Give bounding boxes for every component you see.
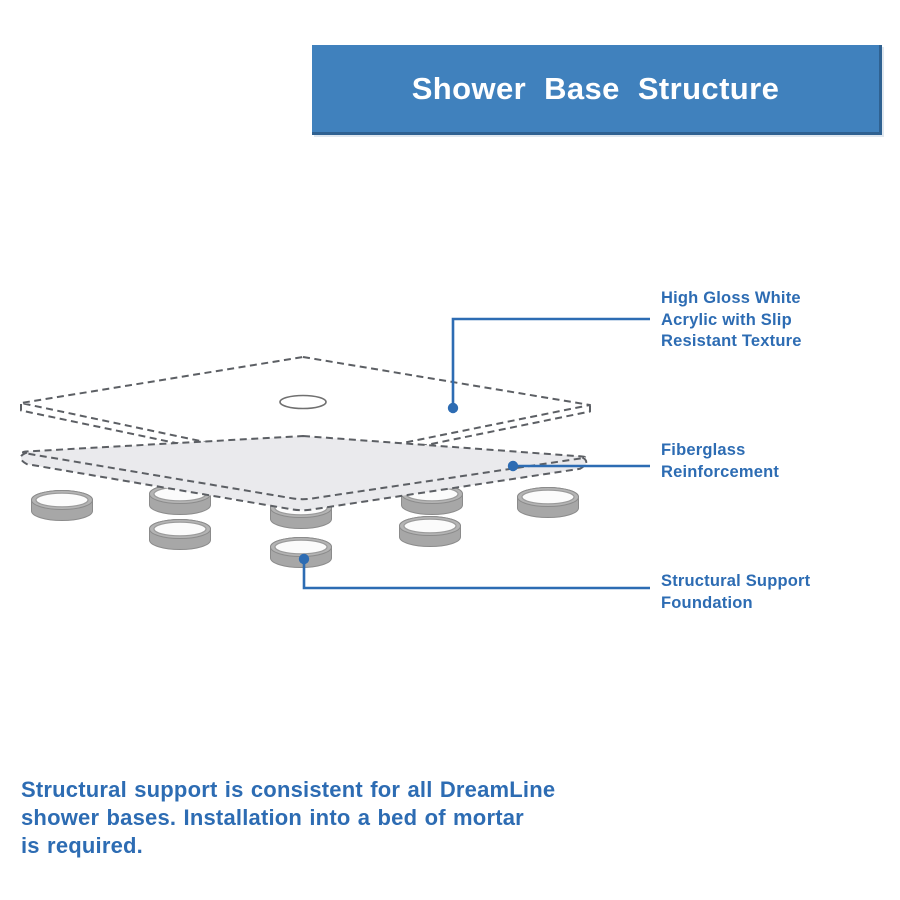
support-ring: [32, 491, 93, 521]
shower-base-diagram: [0, 280, 660, 620]
leader-foundation: [299, 554, 650, 588]
footer-line: Structural support is consistent for all DreamLine: [21, 777, 556, 802]
footer-line: is required.: [21, 833, 143, 858]
label-line: Foundation: [661, 593, 753, 612]
label-line: Fiberglass: [661, 441, 746, 459]
support-ring: [150, 520, 211, 550]
label-line: Structural Support: [661, 572, 811, 590]
title-banner: [312, 45, 882, 135]
footer-line: shower bases. Installation into a bed of mortar: [21, 805, 524, 830]
label-acrylic: [661, 288, 802, 353]
support-ring: [518, 488, 579, 518]
leader-dot-foundation: [299, 554, 309, 564]
drain-hole: [280, 396, 326, 409]
support-ring: [400, 517, 461, 547]
footer-note: [21, 776, 555, 860]
label-foundation: [661, 571, 810, 614]
page-title: Shower Base Structure: [411, 70, 780, 106]
leader-acrylic: [448, 319, 650, 413]
label-line: Resistant Texture: [661, 332, 802, 350]
leader-dot-fiberglass: [508, 461, 518, 471]
label-line: High Gloss White: [661, 289, 801, 307]
leader-dot-acrylic: [448, 403, 458, 413]
label-fiberglass: [661, 440, 779, 483]
label-line: Reinforcement: [661, 462, 780, 481]
label-line: Acrylic with Slip: [661, 310, 792, 329]
fiberglass-layer: [21, 436, 587, 510]
